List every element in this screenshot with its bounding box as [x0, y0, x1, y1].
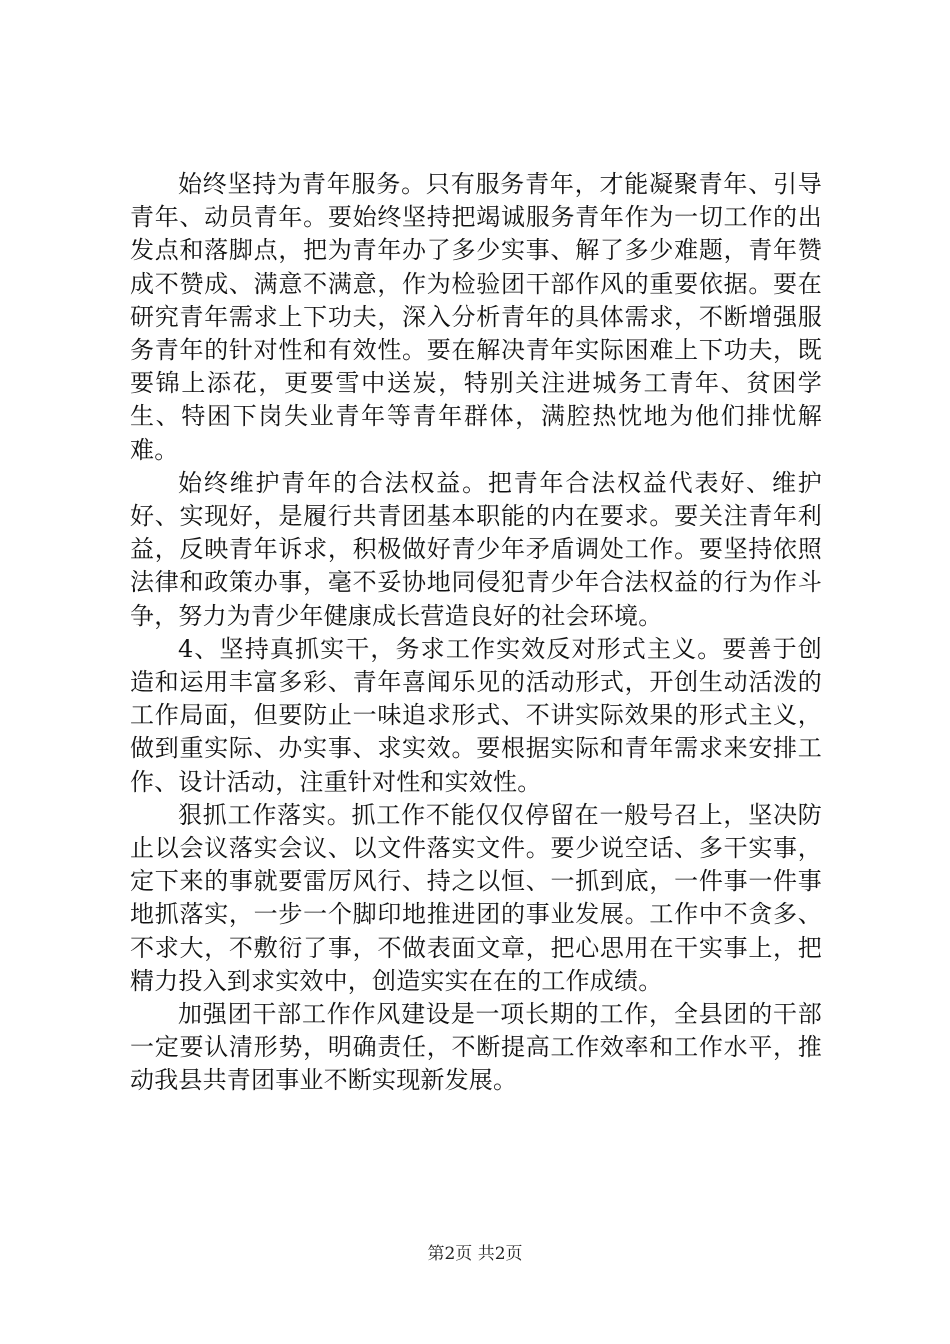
paragraph-practical-work: 4、坚持真抓实干，务求工作实效反对形式主义。要善于创造和运用丰富多彩、青年喜闻乐见的活动形式，开创生动活泼的工作局面，但要防止一味追求形式、不讲实际效果的形式主义，做到重实际、办实事、求实效。要根据实际和青年需求来安排工作、设计活动，注重针对性和实效性。: [130, 634, 822, 796]
page-footer: 第2页 共2页: [427, 1244, 523, 1264]
paragraph-protect-rights: 始终维护青年的合法权益。把青年合法权益代表好、维护好、实现好，是履行共青团基本职能的内在要求。要关注青年利益，反映青年诉求，积极做好青少年矛盾调处工作。要坚持依照法律和政策办事，毫不妥协地同侵犯青少年合法权益的行为作斗争，努力为青少年健康成长营造良好的社会环境。: [130, 468, 822, 630]
document-body: [130, 168, 822, 1098]
paragraph-implementation: 狠抓工作落实。抓工作不能仅仅停留在一般号召上，坚决防止以会议落实会议、以文件落实文件。要少说空话、多干实事，定下来的事就要雷厉风行、持之以恒、一抓到底，一件事一件事地抓落实，一步一个脚印地推进团的事业发展。工作中不贪多、不求大，不敷衍了事，不做表面文章，把心思用在干实事上，把精力投入到求实效中，创造实实在在的工作成绩。: [130, 800, 822, 995]
paragraph-serve-youth: 始终坚持为青年服务。只有服务青年，才能凝聚青年、引导青年、动员青年。要始终坚持把竭诚服务青年作为一切工作的出发点和落脚点，把为青年办了多少实事、解了多少难题，青年赞成不赞成、满意不满意，作为检验团干部作风的重要依据。要在研究青年需求上下功夫，深入分析青年的具体需求，不断增强服务青年的针对性和有效性。要在解决青年实际困难上下功夫，既要锦上添花，更要雪中送炭，特别关注进城务工青年、贫困学生、特困下岗失业青年等青年群体，满腔热忱地为他们排忧解难。: [130, 170, 822, 464]
paragraph-conclusion: 加强团干部工作作风建设是一项长期的工作，全县团的干部一定要认清形势，明确责任，不断提高工作效率和工作水平，推动我县共青团事业不断实现新发展。: [130, 1000, 822, 1095]
